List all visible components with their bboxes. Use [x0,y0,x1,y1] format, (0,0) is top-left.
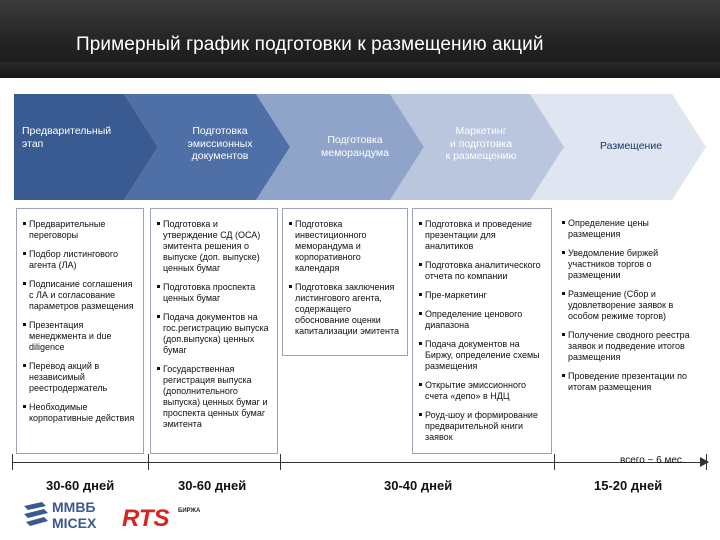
column-item: Государственная регистрация выпуска (дополнительного выпуска) ценных бумаг и проспекта ценных бумаг эмитента [157,364,272,430]
timeline-tick [148,454,149,470]
stage-label-3 [296,134,414,159]
column-item: Подписание соглашения с ЛА и согласование параметров размещения [23,279,138,312]
duration-label-1: 30-60 дней [46,478,115,493]
column-item: Подача документов на гос.регистрацию выпуска (доп.выпуска) ценных бумаг [157,312,272,356]
column-memorandum [282,208,408,356]
column-item: Пре-маркетинг [419,290,546,301]
column-marketing [412,208,552,454]
column-item: Подготовка заключения листингового агента, содержащего обоснование оценки капитализации эмитента [289,282,402,337]
column-item: Роуд-шоу и формирование предварительной книги заявок [419,410,546,443]
column-item: Перевод акций в независимый реестродержатель [23,361,138,394]
column-item: Подача документов на Биржу, определение схемы размещения [419,339,546,372]
timeline-tick [554,454,555,470]
column-item: Определение цены размещения [562,218,701,240]
timeline-tick [280,454,281,470]
timeline-axis [12,462,708,463]
stage-label-text: Размещение [599,140,663,152]
stage-label-text: Подготовка эмиссионных документов [187,125,253,162]
stage-label-5 [566,140,696,153]
stage-label-2 [160,125,280,163]
stage-label-text: Маркетинг и подготовка к размещению [445,125,517,162]
column-placement [556,208,706,454]
stage-label-text: Предварительный этап [22,125,112,150]
column-list [157,219,272,430]
column-item: Подбор листингового агента (ЛА) [23,249,138,271]
column-item: Необходимые корпоративные действия [23,402,138,424]
column-list [562,218,701,393]
column-item: Подготовка инвестиционного меморандума и корпоративного календаря [289,219,402,274]
column-list [23,219,138,424]
column-item: Подготовка и проведение презентации для аналитиков [419,219,546,252]
rts-logo-text: RTS [122,505,170,530]
stage-label-text: Подготовка меморандума [321,134,389,159]
rts-logo-subtext: БИРЖА [178,508,201,514]
column-item: Размещение (Сбор и удовлетворение заявок в особом режиме торгов) [562,289,701,322]
column-item: Получение сводного реестра заявок и подведение итогов размещения [562,330,701,363]
column-item: Открытие эмиссионного счета «депо» в НДЦ [419,380,546,402]
rts-logo [122,502,212,530]
column-item: Определение ценового диапазона [419,309,546,331]
stage-label-1 [22,125,126,150]
header-stripe [0,62,720,78]
column-list [419,219,546,443]
duration-label-4: 15-20 дней [594,478,663,493]
micex-wing-icon [24,502,48,526]
timeline-arrow-icon [700,457,709,467]
timeline-tick [12,454,13,470]
column-item: Презентация менеджмента и due diligence [23,320,138,353]
micex-logo [22,496,112,532]
column-item: Уведомление биржей участников торгов о размещении [562,248,701,281]
total-duration-note: всего ~ 6 мес. [620,455,685,466]
column-item: Подготовка и утверждение СД (ОСА) эмитента решения о выпуске (доп. выпуске) ценных бумаг [157,219,272,274]
duration-label-3: 30-40 дней [384,478,453,493]
header-bar [0,0,720,78]
timeline-tick [706,454,707,470]
duration-label-2: 30-60 дней [178,478,247,493]
column-item: Предварительные переговоры [23,219,138,241]
micex-logo-line1: ММВБ [52,499,96,515]
column-item: Подготовка проспекта ценных бумаг [157,282,272,304]
column-item: Подготовка аналитического отчета по компании [419,260,546,282]
page-title: Примерный график подготовки к размещению акций [76,34,544,55]
micex-logo-line2: MICEX [52,515,97,531]
column-item: Проведение презентации по итогам размещения [562,371,701,393]
column-list [289,219,402,337]
column-preliminary [16,208,144,454]
column-emission-docs [150,208,278,454]
stage-label-4 [422,125,540,163]
